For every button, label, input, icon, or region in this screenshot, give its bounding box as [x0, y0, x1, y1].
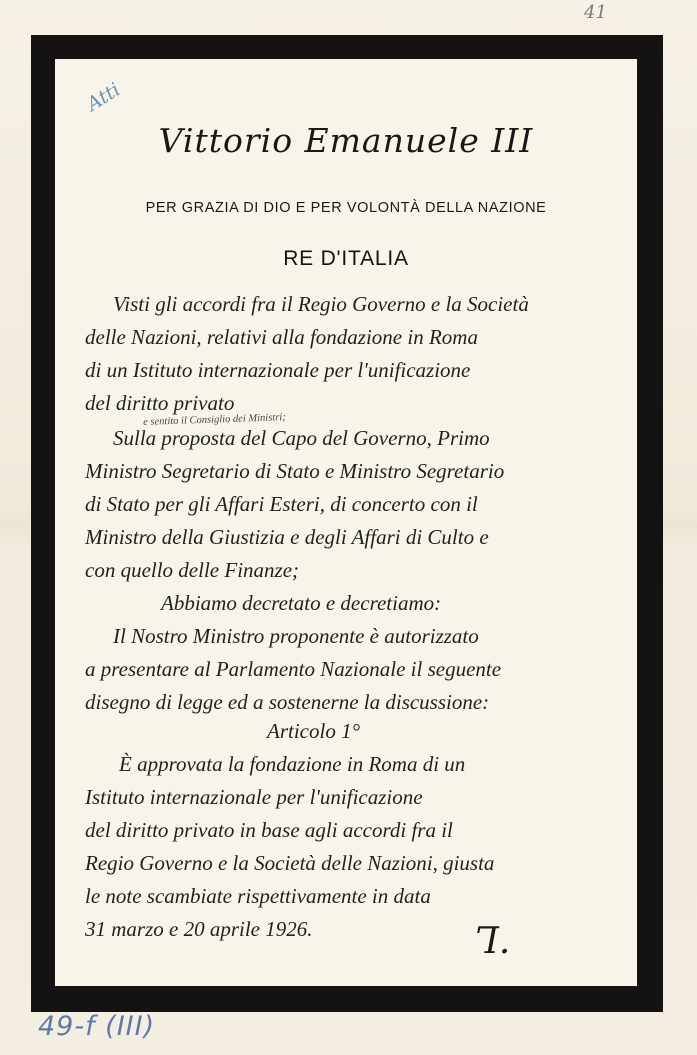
decree-title: Vittorio Emanuele III [158, 121, 534, 160]
body-line-18: Regio Governo e la Società delle Nazioni, giusta [85, 851, 495, 875]
body-line-7: di Stato per gli Affari Esteri, di concerto con il [85, 492, 478, 516]
annotation-atti: Atti [83, 78, 125, 116]
body-line-1: Visti gli accordi fra il Regio Governo e la Società [113, 292, 529, 316]
king-title: RE D'ITALIA [283, 247, 409, 270]
body-line-15: È approvata la fondazione in Roma di un [119, 752, 466, 776]
body-line-13: disegno di legge ed a sostenerne la discussione: [85, 690, 490, 714]
body-line-6: Ministro Segretario di Stato e Ministro Segretario [85, 459, 505, 483]
signature-mark: Ꞁ. [475, 921, 511, 962]
body-line-19: le note scambiate rispettivamente in data [85, 884, 431, 908]
body-line-5: Sulla proposta del Capo del Governo, Primo [113, 426, 490, 450]
body-line-20: 31 marzo e 20 aprile 1926. [85, 917, 313, 941]
body-line-11: Il Nostro Ministro proponente è autorizzato [113, 624, 479, 648]
body-line-3: di un Istituto internazionale per l'unificazione [85, 358, 471, 382]
body-line-16: Istituto internazionale per l'unificazione [85, 785, 423, 809]
body-line-12: a presentare al Parlamento Nazionale il seguente [85, 657, 502, 681]
decree-subtitle: PER GRAZIA DI DIO E PER VOLONTÀ DELLA NAZIONE [145, 200, 547, 216]
body-line-8: Ministro della Giustizia e degli Affari di Culto e [85, 525, 489, 549]
decree-content [55, 59, 637, 986]
body-line-9: con quello delle Finanze; [85, 558, 300, 582]
article-heading: Articolo 1° [267, 719, 360, 743]
body-line-2: delle Nazioni, relativi alla fondazione in Roma [85, 325, 478, 349]
page-number: 41 [584, 2, 607, 23]
interlinear-note: e sentito il Consiglio dei Ministri; [143, 412, 286, 428]
mourning-border-frame [31, 35, 663, 1012]
body-line-10: Abbiamo decretato e decretiamo: [161, 591, 442, 615]
archive-reference: 49-f (III) [38, 1011, 156, 1042]
body-line-17: del diritto privato in base agli accordi fra il [85, 818, 453, 842]
body-line-4: del diritto privato [85, 391, 235, 415]
